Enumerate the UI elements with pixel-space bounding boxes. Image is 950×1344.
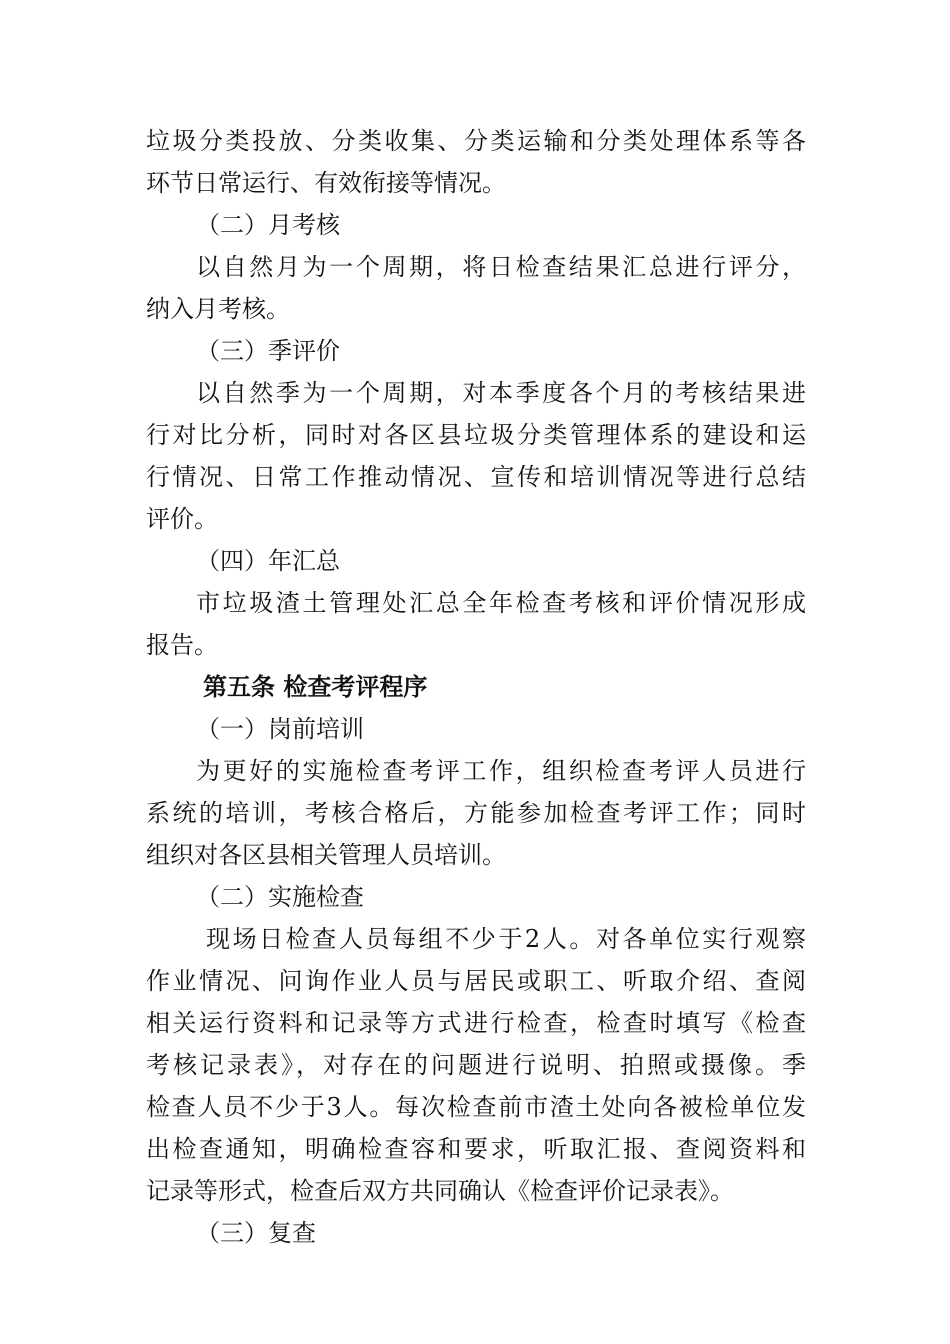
paragraph-line: 行对比分析，同时对各区县垃圾分类管理体系的建设和运 [146, 421, 806, 449]
paragraph-line: 市垃圾渣土管理处汇总全年检查考核和评价情况形成 [196, 589, 806, 617]
section-heading-training: （一）岗前培训 [196, 715, 364, 743]
paragraph-line: 检查人员不少于3人。每次检查前市渣土处向各被检单位发 [146, 1093, 806, 1121]
paragraph-line: 系统的培训，考核合格后，方能参加检查考评工作；同时 [146, 799, 806, 827]
paragraph-line: 以自然季为一个周期，对本季度各个月的考核结果进 [196, 379, 806, 407]
section-heading-quarterly: （三）季评价 [196, 337, 340, 365]
section-heading-recheck: （三）复查 [196, 1219, 316, 1247]
paragraph-line: 考核记录表》，对存在的问题进行说明、拍照或摄像。季 [146, 1051, 806, 1079]
paragraph-line: 出检查通知，明确检查容和要求，听取汇报、查阅资料和 [146, 1135, 806, 1163]
section-heading-annual: （四）年汇总 [196, 547, 340, 575]
paragraph-line: 现场日检查人员每组不少于2人。对各单位实行观察 [206, 925, 806, 953]
article-heading: 第五条 检查考评程序 [203, 673, 428, 701]
paragraph-line: 相关运行资料和记录等方式进行检查，检查时填写《检查 [146, 1009, 806, 1037]
paragraph-line: 评价。 [146, 505, 218, 533]
paragraph-line: 作业情况、问询作业人员与居民或职工、听取介绍、查阅 [146, 967, 806, 995]
paragraph-line: 垃圾分类投放、分类收集、分类运输和分类处理体系等各 [146, 127, 806, 155]
paragraph-line: 以自然月为一个周期，将日检查结果汇总进行评分， [196, 253, 806, 281]
section-heading-inspection: （二）实施检查 [196, 883, 364, 911]
paragraph-line: 行情况、日常工作推动情况、宣传和培训情况等进行总结 [146, 463, 806, 491]
paragraph-line: 记录等形式，检查后双方共同确认《检查评价记录表》。 [146, 1177, 734, 1205]
paragraph-line: 组织对各区县相关管理人员培训。 [146, 841, 506, 869]
paragraph-line: 为更好的实施检查考评工作，组织检查考评人员进行 [196, 757, 806, 785]
paragraph-line: 纳入月考核。 [146, 295, 290, 323]
paragraph-line: 报告。 [146, 631, 218, 659]
paragraph-line: 环节日常运行、有效衔接等情况。 [146, 169, 506, 197]
section-heading-monthly: （二）月考核 [196, 211, 340, 239]
